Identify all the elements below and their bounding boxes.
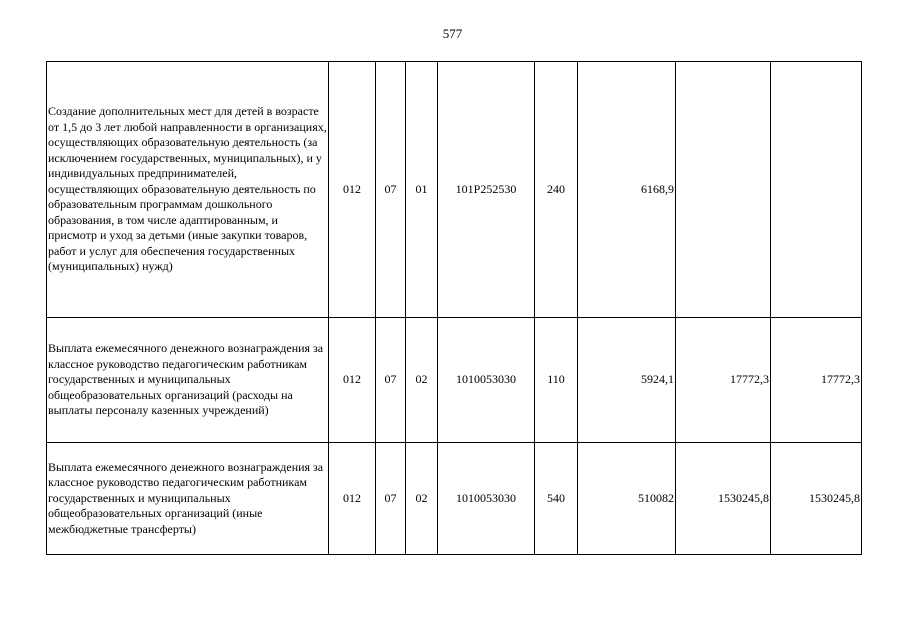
subsection-code: 02 — [406, 443, 438, 555]
target-article-code: 101P252530 — [438, 62, 535, 318]
amount-year-2 — [676, 62, 771, 318]
subsection-code: 01 — [406, 62, 438, 318]
expense-description: Выплата ежемесячного денежного вознаграждения за классное руководство педагогическим работникам государственных и муниципальных общеобразовательных организаций (иные межбюджетные трансферты) — [47, 443, 329, 555]
expense-type-code: 240 — [535, 62, 578, 318]
subsection-code: 02 — [406, 318, 438, 443]
budget-table — [46, 61, 862, 555]
amount-year-1: 5924,1 — [578, 318, 676, 443]
ministry-code: 012 — [329, 62, 376, 318]
amount-year-2: 1530245,8 — [676, 443, 771, 555]
table-row — [47, 62, 862, 318]
target-article-code: 1010053030 — [438, 318, 535, 443]
table-row — [47, 318, 862, 443]
amount-year-3: 17772,3 — [771, 318, 862, 443]
amount-year-3: 1530245,8 — [771, 443, 862, 555]
expense-description: Выплата ежемесячного денежного вознаграждения за классное руководство педагогическим работникам государственных и муниципальных общеобразовательных организаций (расходы на выплаты персоналу казенных учреждений) — [47, 318, 329, 443]
expense-description: Создание дополнительных мест для детей в возрасте от 1,5 до 3 лет любой направленности в организациях, осуществляющих образовательную деятельность (за исключением государственных, муниципальных), и у индивидуальных предпринимателей, осуществляющих образовательную деятельность по образовательным программам дошкольного образования, в том числе адаптированным, и присмотр и уход за детьми (иные закупки товаров, работ и услуг для обеспечения государственных (муниципальных) нужд) — [47, 62, 329, 318]
section-code: 07 — [376, 62, 406, 318]
amount-year-1: 6168,9 — [578, 62, 676, 318]
expense-type-code: 540 — [535, 443, 578, 555]
amount-year-3 — [771, 62, 862, 318]
section-code: 07 — [376, 443, 406, 555]
amount-year-2: 17772,3 — [676, 318, 771, 443]
ministry-code: 012 — [329, 443, 376, 555]
expense-type-code: 110 — [535, 318, 578, 443]
ministry-code: 012 — [329, 318, 376, 443]
section-code: 07 — [376, 318, 406, 443]
table-row — [47, 443, 862, 555]
page-number: 577 — [442, 26, 463, 41]
amount-year-1: 510082 — [578, 443, 676, 555]
target-article-code: 1010053030 — [438, 443, 535, 555]
